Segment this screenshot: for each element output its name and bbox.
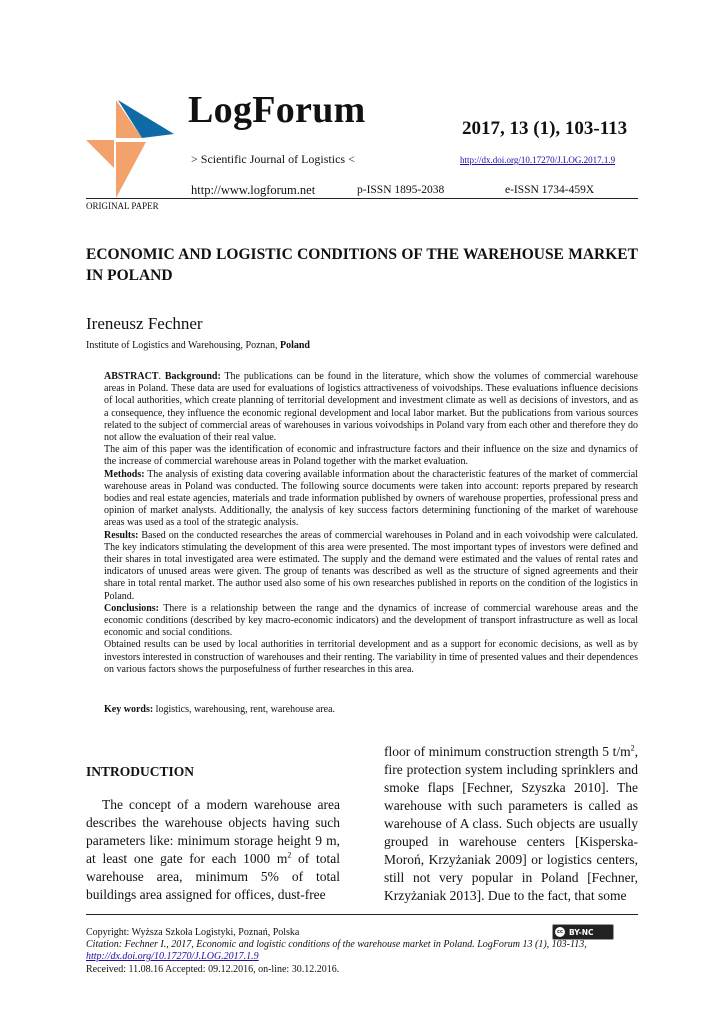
intro-right-sup: 2: [630, 743, 635, 753]
journal-title: LogForum: [188, 89, 366, 131]
abstract-background: ABSTRACT. Background: The publications can be found in the literature, which show the volumes of commercial warehouse areas in Poland. These data are used for evaluations of logistics attractiveness of voivodships. These evaluations influence decisions of local authorities, which create planning of territorial development and investment climate as well as decisions of investors, and as a consequence, they influence the economic regional development and local labor market. But the publications from various sources related to the subject of commercial areas of warehouses in various voivodships in Poland vary from each other and therefore they do not allow the evaluation of their real value.: [104, 371, 638, 444]
keywords: [104, 704, 335, 715]
logo-left-triangle: [86, 140, 114, 168]
intro-right-text-2: , fire protection system including sprinklers and smoke flaps [Fechner, Szyszka 2010]. The warehouse with such parameters is called as warehouse of A class. Such objects are usually grouped in warehouse centers [Kisperska-Moroń, Krzyżaniak 2009] or logistics centers, still not very popular in Poland [Fechner, Krzyżaniak 2013]. Due to the fact, that some: [384, 744, 638, 903]
results-label: Results:: [104, 529, 139, 541]
affiliation-country: Poland: [279, 340, 310, 351]
citation: [86, 939, 646, 963]
methods-label: Methods:: [104, 468, 145, 480]
header-divider: [86, 198, 638, 199]
abstract-methods: [104, 469, 638, 530]
citation-doi-link[interactable]: http://dx.doi.org/10.17270/J.LOG.2017.1.9: [86, 951, 259, 962]
abstract-obtained: Obtained results can be used by local authorities in territorial development and as a support for economic decisions, as well as by investors interested in construction of warehouses and their renting. The variability in time of presented values and their dependences on various factors shows the purposefulness of further researches in this area.: [104, 639, 638, 675]
received-dates: Received: 11.08.16 Accepted: 09.12.2016, on-line: 30.12.2016.: [86, 964, 340, 975]
abstract-conclusions: [104, 603, 638, 640]
article-type: ORIGINAL PAPER: [86, 201, 159, 211]
intro-right-text-1: floor of minimum construction strength 5 t/m: [384, 744, 631, 759]
copyright: Copyright: Wyższa Szkoła Logistyki, Poznań, Polska: [86, 927, 300, 938]
cc-license-badge[interactable]: [552, 924, 614, 940]
abstract-label: ABSTRACT: [104, 371, 159, 382]
intro-right-column: [384, 743, 638, 905]
paper-title: ECONOMIC AND LOGISTIC CONDITIONS OF THE WAREHOUSE MARKET IN POLAND: [86, 246, 638, 284]
logforum-logo-icon: [86, 98, 174, 200]
intro-left-sup: 2: [287, 850, 292, 860]
abstract-aim: The aim of this paper was the identification of economic and infrastructure factors and their influence on the size and dynamics of the increase of commercial warehouse areas in Poland together with the market evaluation.: [104, 444, 638, 468]
affiliation-text: Institute of Logistics and Warehousing, Poznan,: [86, 340, 280, 351]
volume-info: 2017, 13 (1), 103-113: [462, 118, 628, 139]
footer-divider: [86, 914, 638, 915]
intro-left-text-1: The concept of a modern warehouse area describes the warehouse objects having such parameters like: minimum storage height 9 m, at least one gate for each 1000 m: [86, 797, 340, 866]
logo-bottom-triangle: [116, 142, 146, 198]
keywords-text: logistics, warehousing, rent, warehouse area.: [155, 704, 336, 715]
cc-license-label: BY-NC: [569, 927, 594, 937]
intro-left-text-2: of total warehouse area, minimum 5% of total buildings area assigned for offices, dust-free: [86, 851, 340, 902]
citation-text: Citation: Fechner I., 2017, Economic and logistic conditions of the warehouse market in Poland. LogForum 13 (1), 103-113,: [86, 939, 587, 950]
journal-subtitle: > Scientific Journal of Logistics <: [191, 152, 355, 166]
website-link[interactable]: http://www.logforum.net: [191, 183, 316, 197]
introduction-heading: INTRODUCTION: [86, 764, 195, 779]
cc-icon: cc: [555, 927, 565, 937]
eissn: e-ISSN 1734-459X: [505, 184, 595, 196]
background-text: The publications can be found in the literature, which show the volumes of commercial warehouse areas in Poland. These data are used for evaluations of logistics attractiveness of voivodships. These evaluations influence decisions of local authorities, which create planning of territorial development and investment climate as well as decisions of investors, and as a consequence, they influence the economic regional development and local labor market. But the publications from various sources related to the subject of commercial areas of warehouses in various voivodships in Poland vary from each other and therefore they do not allow the evaluation of their real value.: [104, 371, 638, 444]
author-name: Ireneusz Fechner: [86, 314, 203, 333]
conclusions-label: Conclusions:: [104, 602, 160, 614]
abstract-results: [104, 530, 638, 603]
background-label: Background:: [164, 371, 221, 382]
doi-link[interactable]: http://dx.doi.org/10.17270/J.LOG.2017.1.9: [460, 155, 616, 165]
intro-left-column: [86, 796, 340, 904]
pissn: p-ISSN 1895-2038: [357, 184, 445, 196]
abstract: [104, 371, 638, 676]
conclusions-text: There is a relationship between the range and the dynamics of increase of commercial warehouse areas and the economic conditions (described by key macro-economic indicators) and the development of transport infrastructure as well as local economic and social conditions.: [104, 602, 638, 639]
methods-text: The analysis of existing data covering available information about the characteristic features of the market of commercial warehouse areas in Poland was conducted. The following source documents were taken into account: reports prepared by research bodies and real estate agencies, materials and trade information published by owners of warehouse properties, professional press and opinion of market analysts. Additionally, the analysis of key success factors determining functioning of the market of warehouse areas was used as a tool of the strategic analysis.: [104, 468, 638, 529]
keywords-label: Key words:: [104, 704, 154, 715]
results-text: Based on the conducted researches the areas of commercial warehouses in Poland and in each voivodship were calculated. The key indicators stimulating the development of this area were presented. The most important types of investors were defined and their shares in total investigated area were estimated. The supply and the demand were estimated and the values of rental rates and indicators of unused areas were given. The group of tenants was described as well as the structure of signed agreements and their share in total rental market. The author used also some of his own researches published in reports on the condition of the logistics in Poland.: [104, 529, 639, 602]
affiliation: [86, 340, 310, 351]
